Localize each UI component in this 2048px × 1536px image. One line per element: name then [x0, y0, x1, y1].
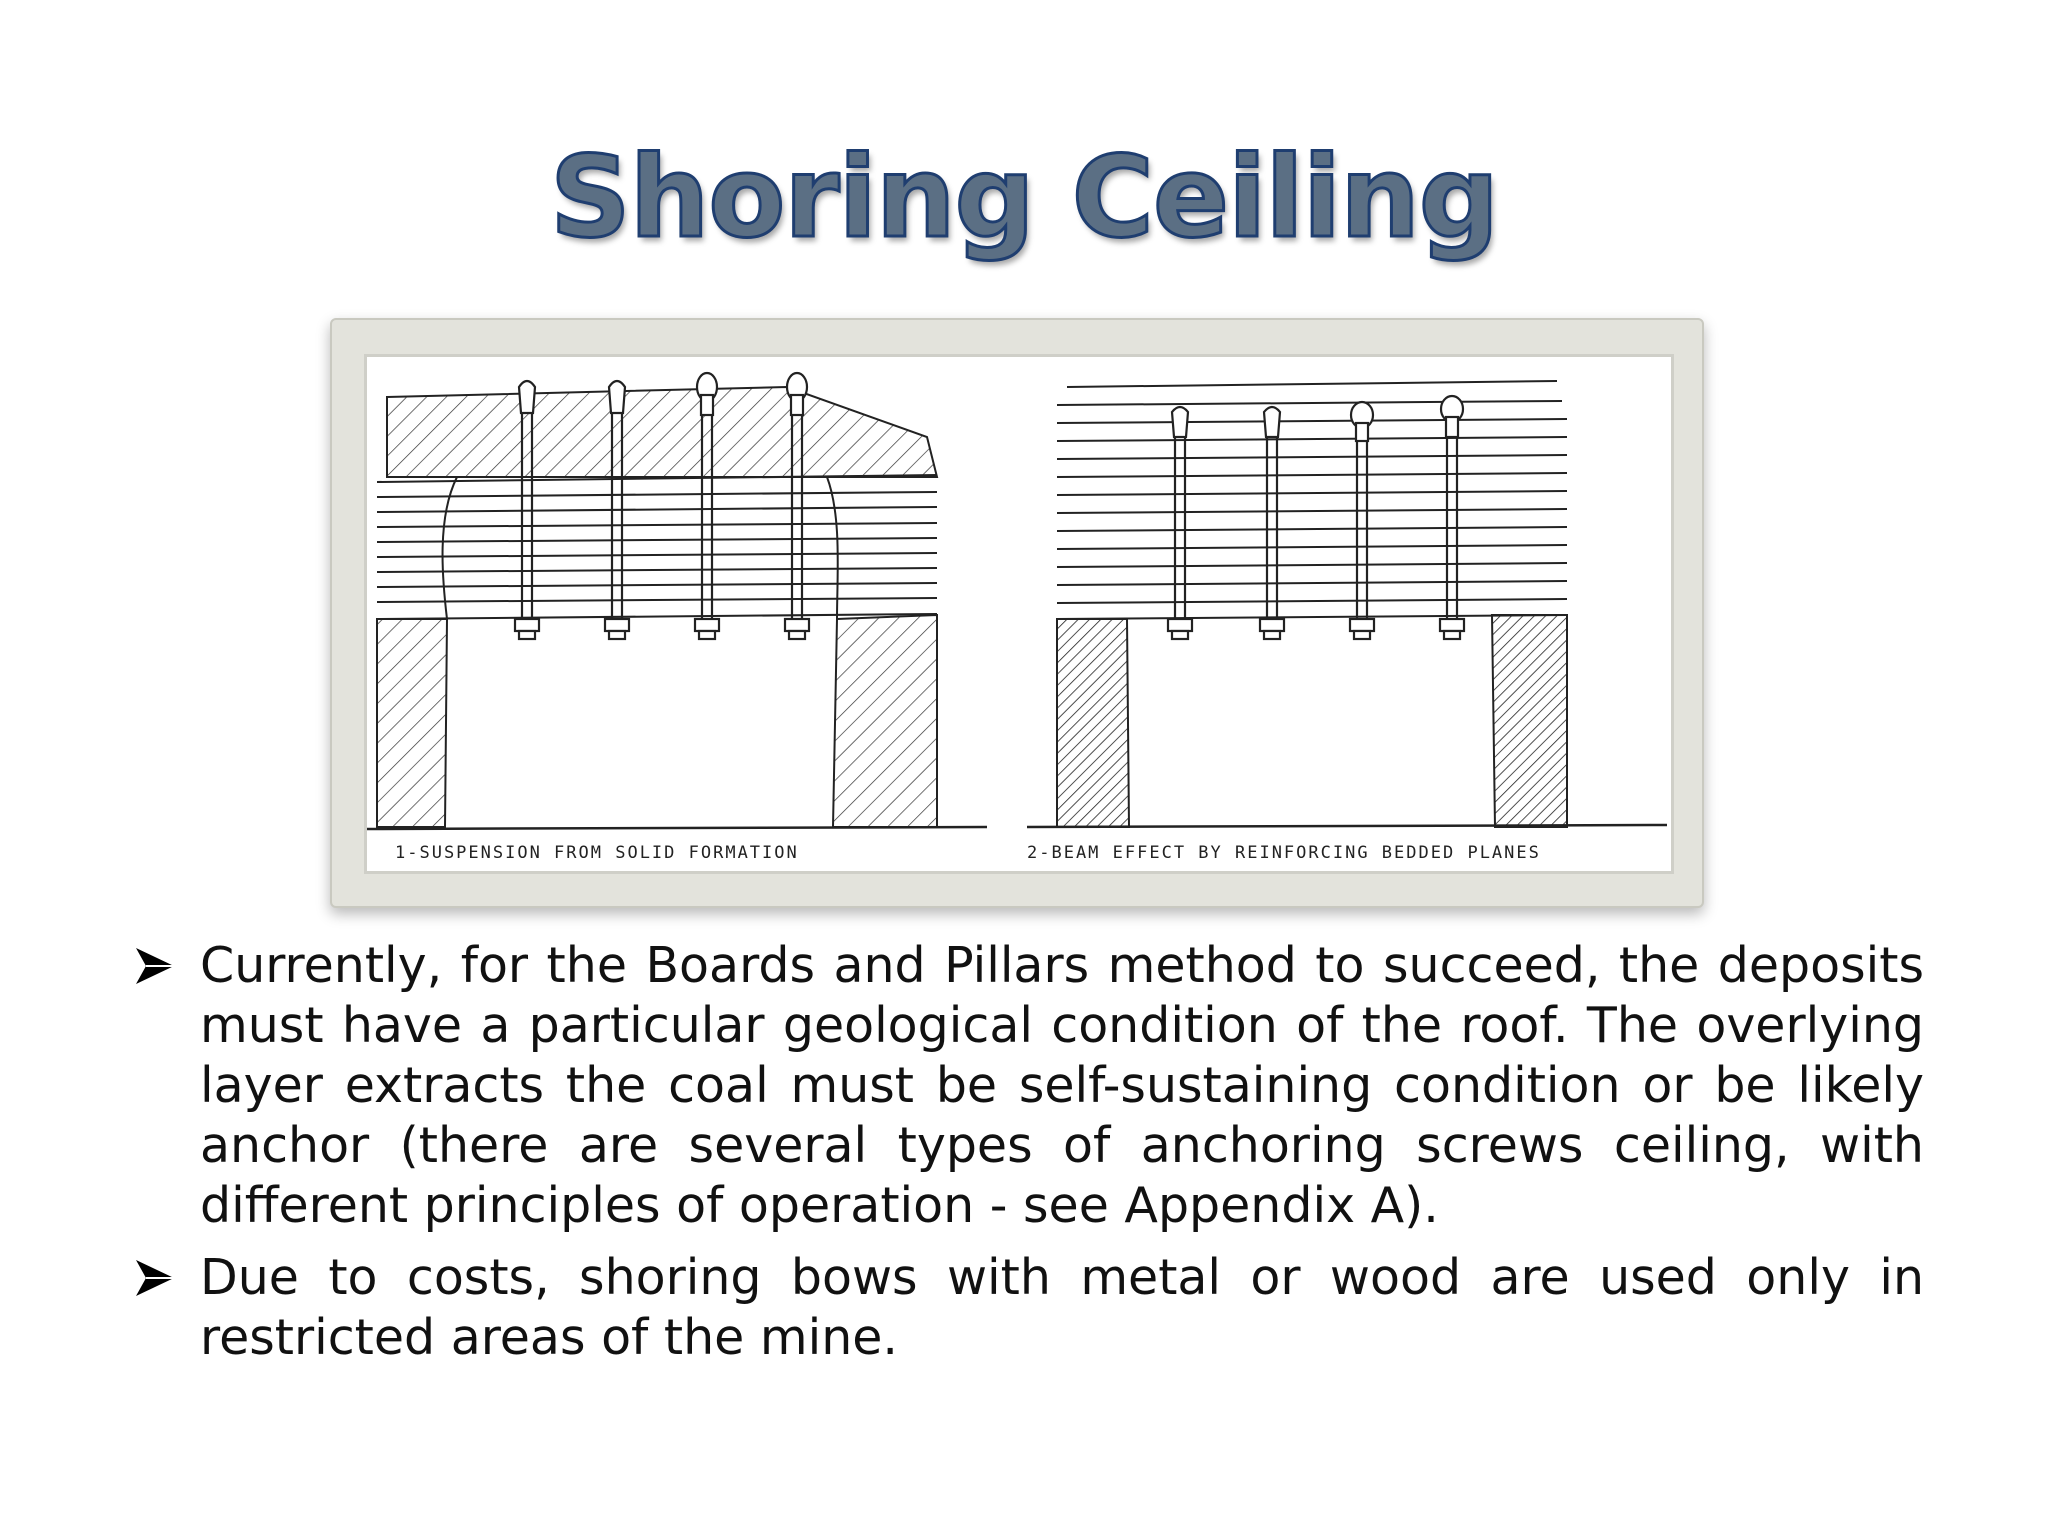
figure-caption-left: 1-SUSPENSION FROM SOLID FORMATION	[395, 843, 799, 863]
roof-bolting-diagram	[367, 357, 1671, 871]
roof-bolting-figure	[364, 354, 1674, 874]
slide-title: Shoring Ceiling	[549, 133, 1499, 263]
left-diagram	[367, 373, 987, 829]
arrow-bullet-icon	[130, 936, 180, 996]
bullet-text: Currently, for the Boards and Pillars method to succeed, the deposits must have a particular geological condition of the roof. The overlying layer extracts the coal must be self-sustaining condition or be likely anchor (there are several types of anchoring screws ceiling, with different principles of operation - see Appendix A).	[200, 937, 1924, 1234]
bullet-list	[130, 936, 1924, 1380]
bullet-item	[130, 1248, 1924, 1368]
right-diagram	[1027, 381, 1667, 827]
arrow-bullet-icon	[130, 1248, 180, 1308]
bullet-item	[130, 936, 1924, 1236]
bullet-text: Due to costs, shoring bows with metal or wood are used only in restricted areas of the mine.	[200, 1249, 1924, 1366]
figure-caption-right: 2-BEAM EFFECT BY REINFORCING BEDDED PLANES	[1027, 843, 1541, 863]
figure-frame	[330, 318, 1704, 908]
